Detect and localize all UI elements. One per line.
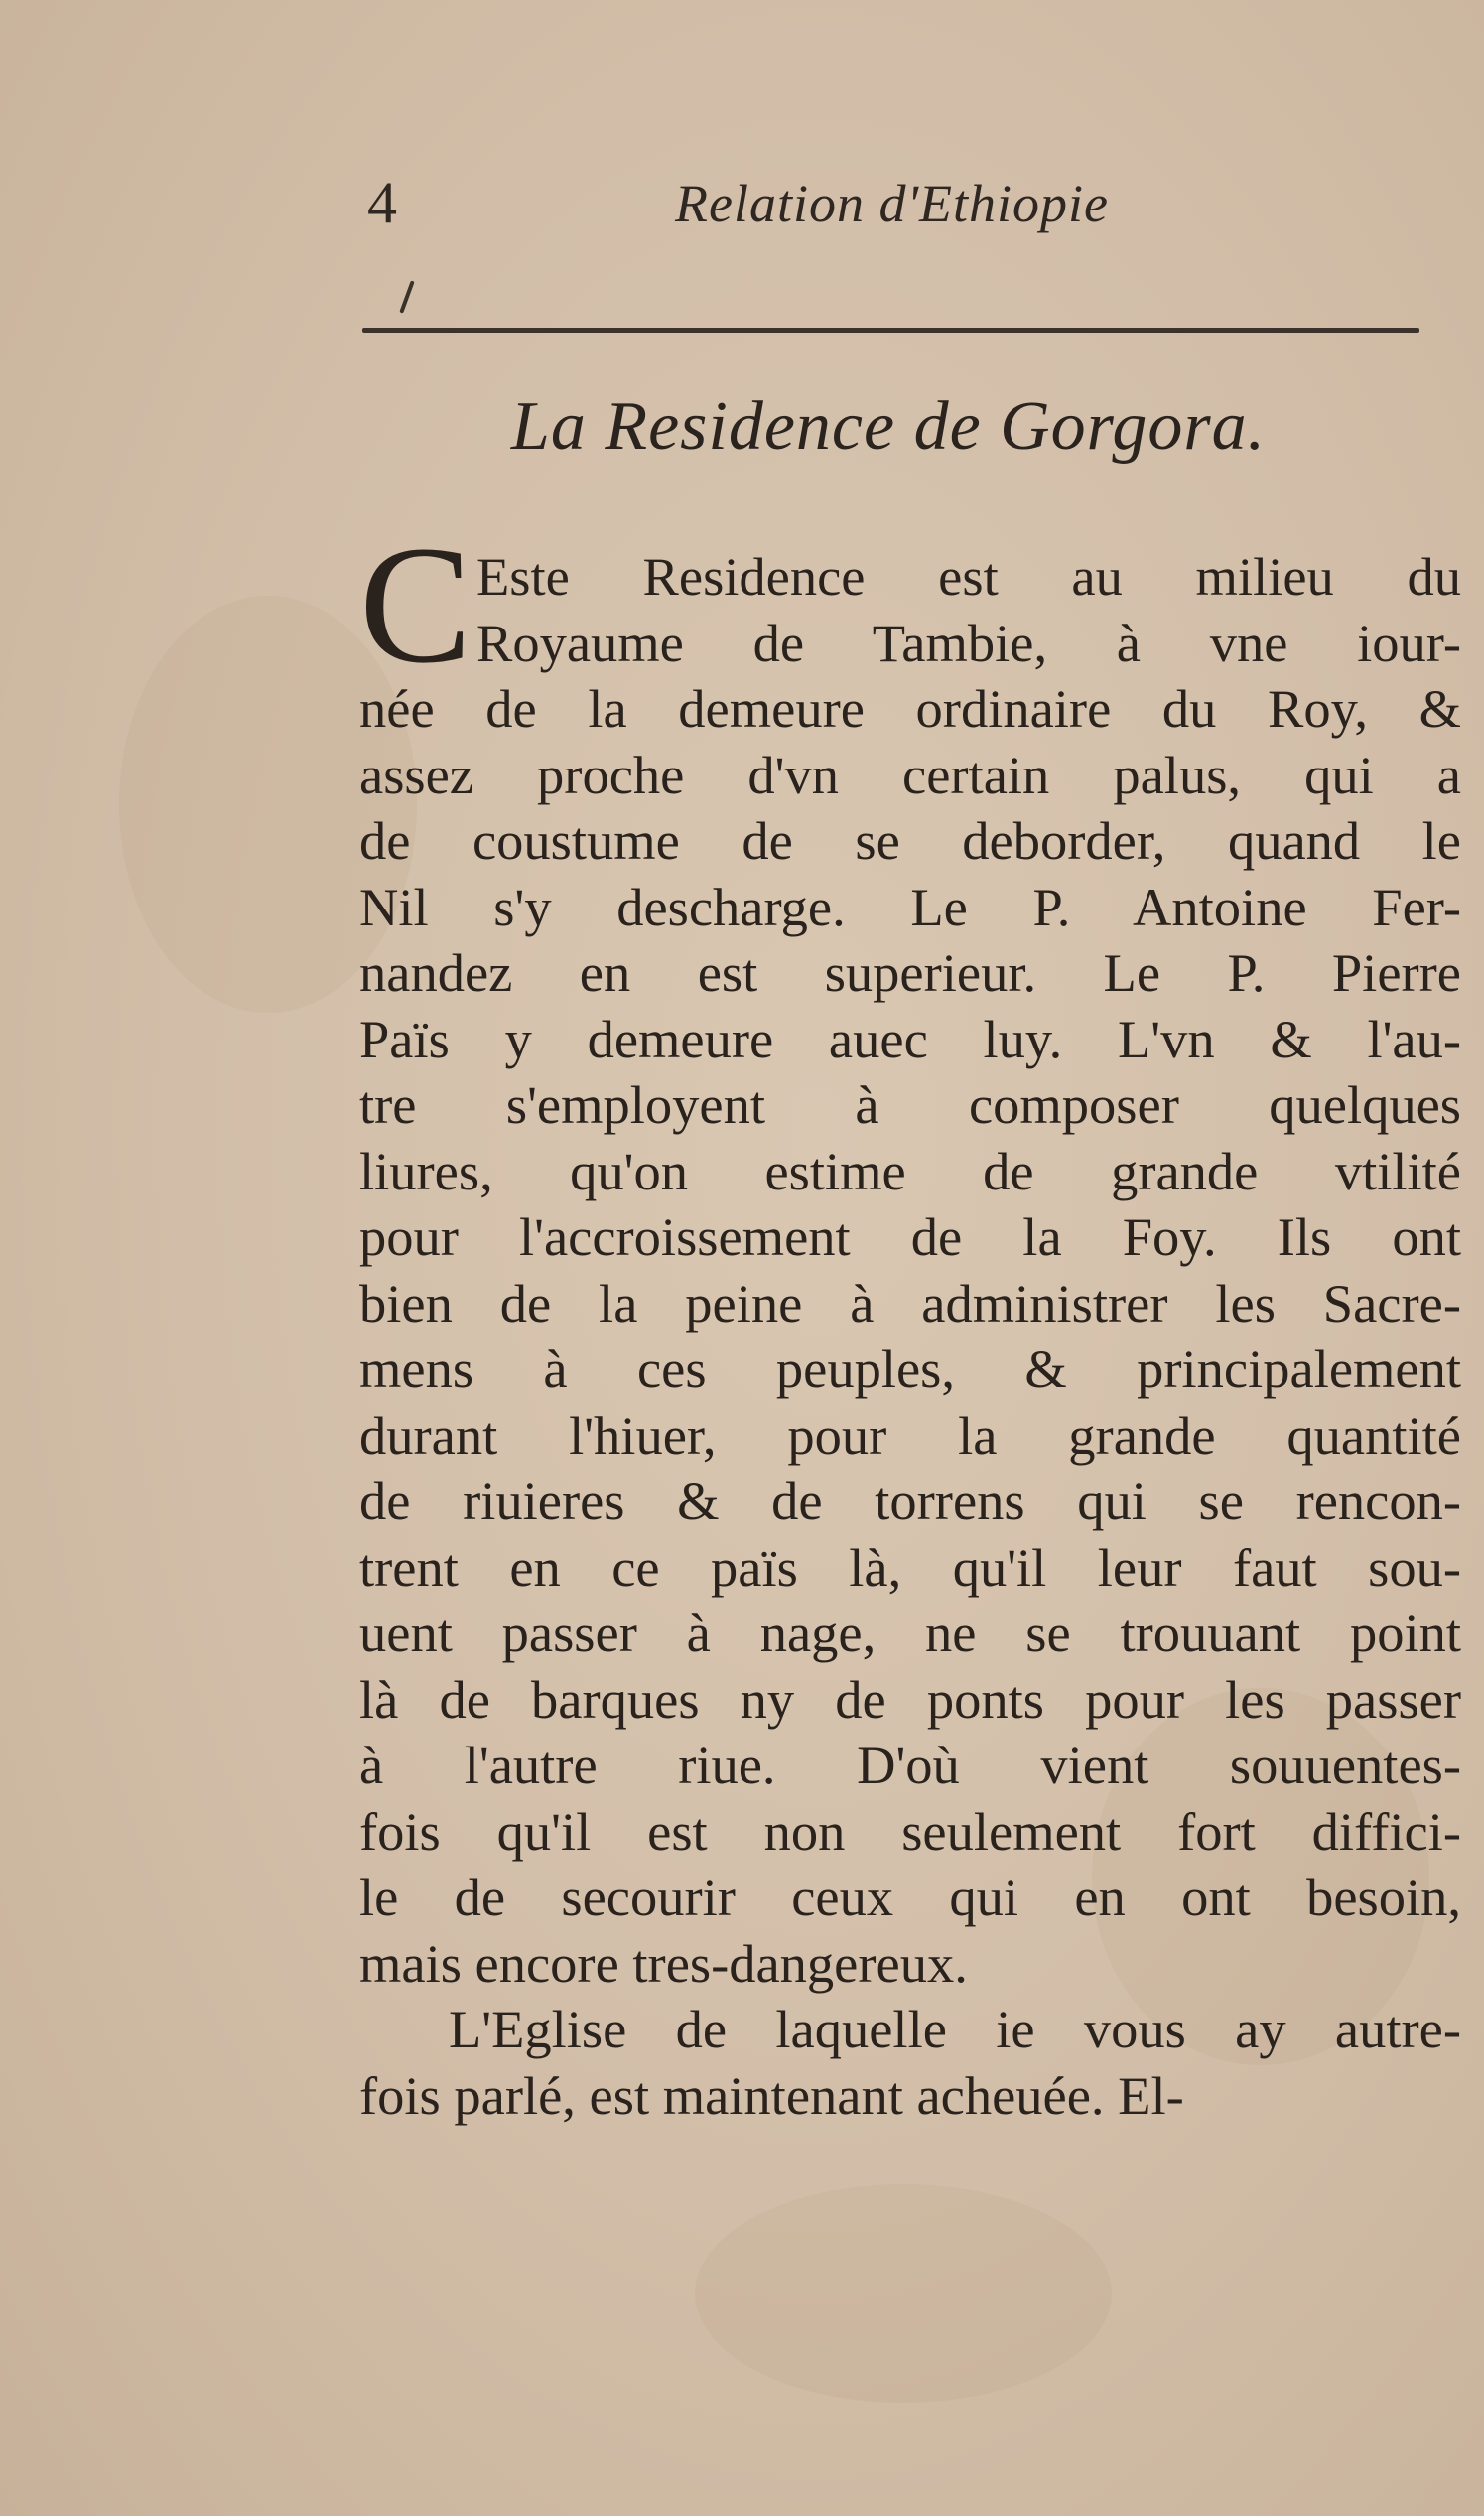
text-line: de riuieres & de torrens qui se rencon- [359,1470,1461,1531]
text-line: fois parlé, est maintenant acheuée. El- [359,2064,1184,2126]
text-line: de coustume de se deborder, quand le [359,810,1461,871]
page-header [357,159,1419,248]
text-line: mens à ces peuples, & principalement [359,1338,1461,1399]
text-line: tre s'employent à composer quelques [359,1074,1461,1135]
text-line: Este Residence est au milieu du [476,546,1461,607]
body-text [359,544,1461,2129]
text-line: Païs y demeure auec luy. L'vn & l'au- [359,1008,1461,1069]
text-line: nandez en est superieur. Le P. Pierre [359,942,1461,1003]
text-line: bien de la peine à administrer les Sacre- [359,1272,1461,1333]
text-line: fois qu'il est non seulement fort diffici- [359,1800,1461,1862]
ink-mark [399,280,414,313]
text-line: L'Eglise de laquelle ie vous ay autre- [449,1999,1461,2059]
text-line: mais encore tres-dangereux. [359,1932,968,1994]
running-head: Relation d'Ethiopie [675,174,1109,233]
text-line: le de secourir ceux qui en ont besoin, [359,1867,1461,1927]
page-number: 4 [367,170,397,235]
paper-stain [695,2184,1112,2403]
paragraph [359,1997,1461,2129]
text-line: trent en ce païs là, qu'il leur faut sou- [359,1536,1461,1598]
text-line: pour l'accroissement de la Foy. Ils ont [359,1206,1461,1267]
text-line: là de barques ny de ponts pour les passer [359,1668,1461,1730]
text-line: née de la demeure ordinaire du Roy, & [359,678,1461,739]
text-line: durant l'hiuer, pour la grande quantité [359,1404,1461,1466]
text-line: assez proche d'vn certain palus, qui a [359,744,1461,805]
text-line: Nil s'y descharge. Le P. Antoine Fer- [359,876,1461,937]
paragraph [359,544,1461,1997]
text-line: à l'autre riue. D'où vient souuentes- [359,1735,1461,1795]
header-rule [362,328,1419,333]
text-line: Royaume de Tambie, à vne iour- [476,612,1461,673]
section-title: La Residence de Gorgora. [510,388,1267,465]
drop-cap: C [359,511,472,698]
text-line: liures, qu'on estime de grande vtilité [359,1140,1461,1201]
text-line: uent passer à nage, ne se trouuant point [359,1603,1461,1663]
